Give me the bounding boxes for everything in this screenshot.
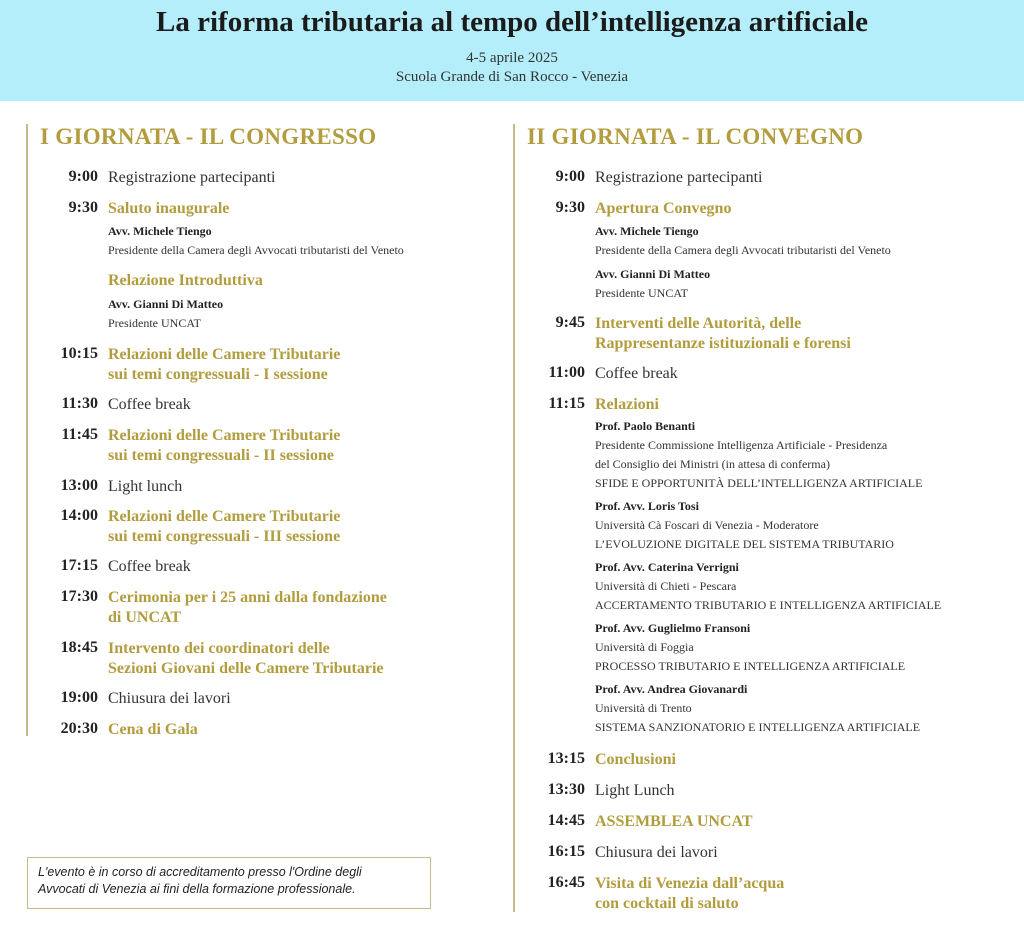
item-time: 13:15 [547,750,585,767]
item-time: 11:00 [548,364,585,381]
item-label: Chiusura dei lavori [595,844,718,861]
speaker-role: Presidente della Camera degli Avvocati tributaristi del Veneto [595,243,891,257]
speaker-block [595,680,920,737]
item-label [108,345,340,385]
item-label: Relazioni [595,396,659,413]
item-label: Relazione Introduttiva [108,272,263,289]
item-label-line: Rappresentanze istituzionali e forensi [595,335,851,352]
accreditation-note [27,857,431,909]
item-label-line: sui temi congressuali - I sessione [108,366,328,383]
item-label: Light lunch [108,478,183,495]
speaker-block [108,222,404,260]
item-time: 17:15 [60,557,98,574]
speaker-name: Prof. Avv. Loris Tosi [595,499,699,513]
item-label: Registrazione partecipanti [595,169,763,186]
speaker-block [595,497,894,554]
speaker-topic: SISTEMA SANZIONATORIO E INTELLIGENZA ARTIFICIALE [595,720,921,734]
note-line: Avvocati di Venezia ai fini della formazione professionale. [38,882,356,896]
day1-title: I GIORNATA - IL CONGRESSO [40,124,377,149]
speaker-role: Università di Chieti - Pescara [595,579,737,593]
day2-title: II GIORNATA - IL CONVEGNO [527,124,864,149]
item-label-line: Intervento dei coordinatori delle [108,640,330,657]
item-time: 9:30 [555,199,585,216]
item-label [108,588,387,628]
item-label [595,314,851,354]
item-label: Coffee break [595,365,678,382]
speaker-name: Avv. Gianni Di Matteo [595,267,711,281]
item-label-line: Sezioni Giovani delle Camere Tributarie [108,660,384,677]
item-time: 9:30 [68,199,98,216]
item-label-line: con cocktail di saluto [595,895,739,912]
speaker-block [595,265,710,303]
item-label: Light Lunch [595,782,675,799]
speaker-name: Prof. Avv. Caterina Verrigni [595,560,739,574]
item-time: 13:00 [60,477,98,494]
item-label: Apertura Convegno [595,200,732,217]
item-time: 9:00 [68,168,98,185]
item-time: 11:15 [548,395,585,412]
item-label [595,874,784,914]
item-label-line: Relazioni delle Camere Tributarie [108,508,341,525]
item-label: Coffee break [108,396,191,413]
item-label: Saluto inaugurale [108,200,230,217]
item-label-line: sui temi congressuali - III sessione [108,528,341,545]
item-label-line: Interventi delle Autorità, delle [595,315,802,332]
item-label-line: Visita di Venezia dall’acqua [595,875,785,892]
speaker-name: Avv. Michele Tiengo [108,224,212,238]
speaker-block [108,295,223,333]
speaker-topic: L’EVOLUZIONE DIGITALE DEL SISTEMA TRIBUTARIO [595,537,894,551]
speaker-block [595,222,891,260]
item-time: 9:00 [555,168,585,185]
speaker-role: Università di Trento [595,701,692,715]
item-label: Coffee break [108,558,191,575]
item-time: 14:00 [60,507,98,524]
day2-column [513,124,1015,912]
note-line: L'evento è in corso di accreditamento presso l'Ordine degli [38,865,362,879]
speaker-block [595,417,922,493]
speaker-name: Avv. Gianni Di Matteo [108,297,224,311]
item-time: 18:45 [60,639,98,656]
speaker-topic: PROCESSO TRIBUTARIO E INTELLIGENZA ARTIFICIALE [595,659,906,673]
item-time: 10:15 [60,345,98,362]
item-label-line: sui temi congressuali - II sessione [108,447,334,464]
speaker-name: Avv. Michele Tiengo [595,224,699,238]
speaker-name: Prof. Paolo Benanti [595,419,696,433]
item-label: Conclusioni [595,751,676,768]
item-label-line: Relazioni delle Camere Tributarie [108,346,341,363]
item-time: 14:45 [547,812,585,829]
item-label: Cena di Gala [108,721,198,738]
speaker-block [595,558,941,615]
item-label: ASSEMBLEA UNCAT [595,813,753,830]
header-banner [0,0,1024,101]
item-time: 11:45 [61,426,98,443]
speaker-role: Università Cà Foscari di Venezia - Moderatore [595,518,819,532]
item-time: 13:30 [547,781,585,798]
speaker-role: Presidente Commissione Intelligenza Artificiale - Presidenza [595,438,888,452]
event-title: La riforma tributaria al tempo dell’intelligenza artificiale [156,6,868,38]
event-venue: Scuola Grande di San Rocco - Venezia [395,69,629,85]
item-label [108,507,340,547]
item-label-line: Cerimonia per i 25 anni dalla fondazione [108,589,387,606]
speaker-topic: ACCERTAMENTO TRIBUTARIO E INTELLIGENZA ARTIFICIALE [595,598,942,612]
speaker-name: Prof. Avv. Andrea Giovanardi [595,682,748,696]
item-label: Chiusura dei lavori [108,690,231,707]
item-time: 9:45 [555,314,585,331]
item-label [108,426,340,466]
item-label [108,639,384,679]
item-time: 19:00 [60,689,98,706]
speaker-role: Università di Foggia [595,640,694,654]
speaker-role: Presidente UNCAT [595,286,688,300]
item-time: 17:30 [60,588,98,605]
item-time: 16:45 [547,874,585,891]
item-label-line: di UNCAT [108,609,182,626]
day1-column [26,124,473,736]
speaker-role: Presidente UNCAT [108,316,201,330]
speaker-name: Prof. Avv. Guglielmo Fransoni [595,621,751,635]
item-time: 11:30 [61,395,98,412]
item-label: Registrazione partecipanti [108,169,276,186]
speaker-role: Presidente della Camera degli Avvocati tributaristi del Veneto [108,243,404,257]
speaker-role: del Consiglio dei Ministri (in attesa di conferma) [595,457,830,471]
item-label-line: Relazioni delle Camere Tributarie [108,427,341,444]
speaker-block [595,619,905,676]
item-time: 16:15 [547,843,585,860]
speaker-topic: SFIDE E OPPORTUNITÀ DELL’INTELLIGENZA ARTIFICIALE [595,476,923,490]
item-time: 20:30 [60,720,98,737]
event-date: 4-5 aprile 2025 [466,50,558,66]
